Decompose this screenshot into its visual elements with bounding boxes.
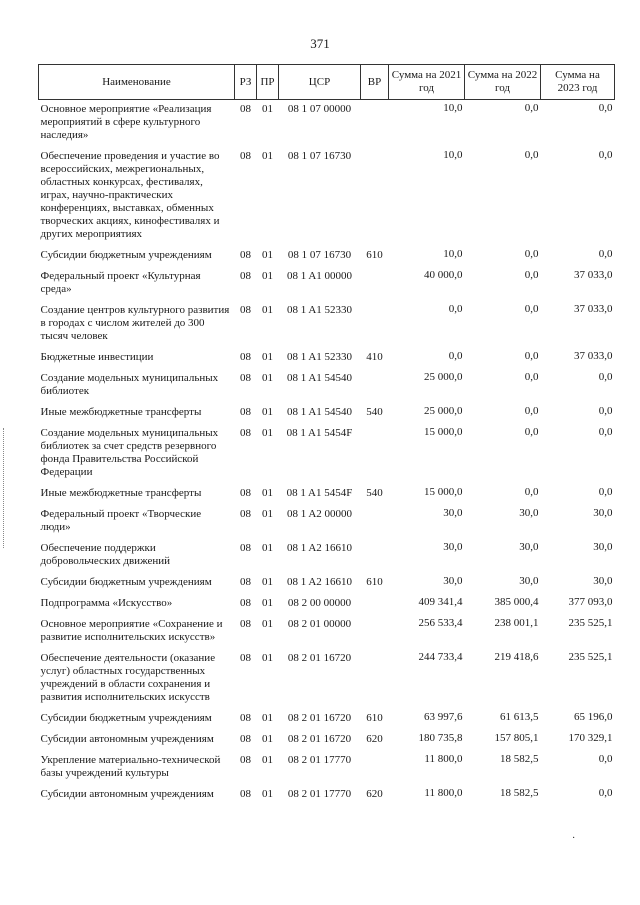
cell-pr: 01 — [262, 618, 273, 630]
cell-name: Иные межбюджетные трансферты — [40, 406, 202, 418]
cell-sum-2022: 30,0 — [519, 541, 539, 553]
cell-csr: 08 1 07 16730 — [287, 150, 352, 162]
cell-pr: 01 — [262, 103, 273, 115]
cell-name: Субсидии автономным учреждениям — [40, 733, 214, 745]
table-row — [39, 147, 615, 246]
header-name: Наименование — [39, 65, 235, 100]
cell-rz: 08 — [240, 652, 251, 664]
cell-sum-2022: 18 582,5 — [500, 753, 539, 765]
cell-rz: 08 — [240, 406, 251, 418]
cell-name: Основное мероприятие «Сохранение и развитие исполнительских искусств» — [40, 618, 223, 643]
cell-rz: 08 — [240, 351, 251, 363]
cell-sum-2023: 235 525,1 — [568, 617, 613, 629]
cell-rz: 08 — [240, 249, 251, 261]
cell-vr: 540 — [366, 406, 383, 418]
table-row — [39, 649, 615, 709]
cell-vr: 540 — [366, 487, 383, 499]
cell-sum-2022: 0,0 — [524, 149, 539, 161]
cell-sum-2023: 0,0 — [598, 371, 613, 383]
cell-csr: 08 1 A1 5454F — [286, 427, 353, 439]
cell-sum-2022: 0,0 — [524, 269, 539, 281]
cell-sum-2022: 0,0 — [524, 405, 539, 417]
table-row — [39, 539, 615, 573]
table-row — [39, 751, 615, 785]
cell-vr: 610 — [366, 576, 383, 588]
cell-pr: 01 — [262, 427, 273, 439]
cell-name: Бюджетные инвестиции — [40, 351, 154, 363]
cell-sum-2021: 15 000,0 — [424, 486, 463, 498]
cell-name: Субсидии автономным учреждениям — [40, 788, 214, 800]
cell-name: Обеспечение проведения и участие во всероссийских, межрегиональных, областных конкурсах, фестивалях, играх, научно-практических конференциях, выставках, обменных творческих акциях, кинофестивалях и других мероприятиях — [40, 150, 220, 240]
cell-sum-2021: 30,0 — [443, 507, 463, 519]
cell-sum-2021: 10,0 — [443, 149, 463, 161]
cell-sum-2023: 65 196,0 — [574, 711, 613, 723]
binding-edge — [3, 428, 5, 548]
cell-sum-2022: 0,0 — [524, 102, 539, 114]
cell-sum-2021: 11 800,0 — [424, 787, 463, 799]
cell-pr: 01 — [262, 150, 273, 162]
table-row — [39, 709, 615, 730]
cell-sum-2023: 30,0 — [593, 541, 613, 553]
cell-vr — [361, 505, 389, 539]
header-sum-2021: Сумма на 2021 год — [389, 65, 465, 100]
cell-sum-2022: 385 000,4 — [494, 596, 539, 608]
cell-sum-2023: 37 033,0 — [574, 350, 613, 362]
cell-rz: 08 — [240, 712, 251, 724]
cell-csr: 08 1 07 16730 — [287, 249, 352, 261]
cell-vr: 620 — [366, 733, 383, 745]
cell-sum-2022: 30,0 — [519, 575, 539, 587]
cell-name: Укрепление материально-технической базы учреждений культуры — [40, 754, 221, 779]
cell-rz: 08 — [240, 103, 251, 115]
cell-csr: 08 2 01 16720 — [287, 712, 352, 724]
cell-pr: 01 — [262, 788, 273, 800]
table-row — [39, 100, 615, 148]
cell-pr: 01 — [262, 351, 273, 363]
cell-rz: 08 — [240, 150, 251, 162]
cell-rz: 08 — [240, 597, 251, 609]
cell-sum-2023: 170 329,1 — [568, 732, 613, 744]
cell-sum-2021: 40 000,0 — [424, 269, 463, 281]
cell-sum-2021: 10,0 — [443, 248, 463, 260]
table-row — [39, 615, 615, 649]
cell-vr — [361, 267, 389, 301]
cell-csr: 08 1 A1 54540 — [286, 406, 353, 418]
cell-name: Создание центров культурного развития в городах с числом жителей до 300 тысяч человек — [40, 304, 230, 342]
cell-vr: 610 — [366, 712, 383, 724]
cell-sum-2023: 0,0 — [598, 753, 613, 765]
cell-vr: 410 — [366, 351, 383, 363]
header-row — [39, 65, 615, 100]
cell-vr — [361, 301, 389, 348]
cell-name: Основное мероприятие «Реализация мероприятий в сфере культурного наследия» — [40, 103, 212, 141]
table-row — [39, 246, 615, 267]
cell-csr: 08 2 01 17770 — [287, 754, 352, 766]
cell-sum-2021: 63 997,6 — [424, 711, 463, 723]
cell-vr — [361, 147, 389, 246]
budget-table — [38, 64, 615, 806]
cell-vr: 610 — [366, 249, 383, 261]
cell-sum-2023: 37 033,0 — [574, 303, 613, 315]
cell-rz: 08 — [240, 427, 251, 439]
cell-rz: 08 — [240, 618, 251, 630]
cell-pr: 01 — [262, 487, 273, 499]
table-row — [39, 267, 615, 301]
cell-csr: 08 1 A2 16610 — [286, 576, 353, 588]
cell-pr: 01 — [262, 270, 273, 282]
cell-sum-2023: 0,0 — [598, 102, 613, 114]
cell-sum-2022: 0,0 — [524, 303, 539, 315]
cell-pr: 01 — [262, 304, 273, 316]
header-pr: ПР — [257, 65, 279, 100]
cell-rz: 08 — [240, 508, 251, 520]
cell-sum-2021: 0,0 — [448, 350, 463, 362]
cell-pr: 01 — [262, 712, 273, 724]
cell-sum-2023: 0,0 — [598, 149, 613, 161]
cell-sum-2021: 30,0 — [443, 541, 463, 553]
corner-mark: · — [572, 833, 576, 844]
cell-sum-2023: 0,0 — [598, 248, 613, 260]
cell-sum-2021: 30,0 — [443, 575, 463, 587]
cell-vr — [361, 369, 389, 403]
table-header — [39, 65, 615, 100]
cell-rz: 08 — [240, 754, 251, 766]
cell-rz: 08 — [240, 542, 251, 554]
cell-vr — [361, 615, 389, 649]
cell-csr: 08 2 01 16720 — [287, 652, 352, 664]
cell-pr: 01 — [262, 754, 273, 766]
cell-sum-2022: 157 805,1 — [494, 732, 539, 744]
cell-sum-2022: 0,0 — [524, 248, 539, 260]
cell-name: Иные межбюджетные трансферты — [40, 487, 202, 499]
table-row — [39, 301, 615, 348]
cell-csr: 08 1 A2 00000 — [286, 508, 353, 520]
cell-name: Субсидии бюджетным учреждениям — [40, 249, 212, 261]
cell-sum-2023: 0,0 — [598, 787, 613, 799]
cell-sum-2022: 219 418,6 — [494, 651, 539, 663]
cell-vr — [361, 100, 389, 148]
cell-csr: 08 1 07 00000 — [287, 103, 352, 115]
cell-name: Субсидии бюджетным учреждениям — [40, 712, 212, 724]
cell-sum-2023: 0,0 — [598, 426, 613, 438]
cell-sum-2023: 0,0 — [598, 405, 613, 417]
cell-sum-2022: 0,0 — [524, 426, 539, 438]
cell-rz: 08 — [240, 304, 251, 316]
cell-rz: 08 — [240, 733, 251, 745]
cell-vr: 620 — [366, 788, 383, 800]
cell-sum-2021: 409 341,4 — [418, 596, 463, 608]
cell-sum-2023: 377 093,0 — [568, 596, 613, 608]
cell-sum-2022: 61 613,5 — [500, 711, 539, 723]
page-number: 371 — [310, 36, 330, 51]
table-row — [39, 573, 615, 594]
header-sum-2023: Сумма на 2023 год — [541, 65, 615, 100]
cell-sum-2021: 244 733,4 — [418, 651, 463, 663]
cell-name: Федеральный проект «Творческие люди» — [40, 508, 202, 533]
cell-sum-2023: 0,0 — [598, 486, 613, 498]
cell-pr: 01 — [262, 372, 273, 384]
cell-sum-2023: 30,0 — [593, 575, 613, 587]
cell-sum-2022: 18 582,5 — [500, 787, 539, 799]
cell-rz: 08 — [240, 487, 251, 499]
cell-rz: 08 — [240, 788, 251, 800]
cell-sum-2022: 0,0 — [524, 350, 539, 362]
table-row — [39, 424, 615, 484]
cell-csr: 08 2 00 00000 — [287, 597, 352, 609]
cell-sum-2022: 30,0 — [519, 507, 539, 519]
cell-vr — [361, 594, 389, 615]
cell-csr: 08 1 A1 52330 — [286, 351, 353, 363]
cell-sum-2022: 0,0 — [524, 486, 539, 498]
cell-csr: 08 1 A1 00000 — [286, 270, 353, 282]
cell-csr: 08 1 A1 52330 — [286, 304, 353, 316]
cell-name: Подпрограмма «Искусство» — [40, 597, 173, 609]
cell-name: Обеспечение деятельности (оказание услуг) областных государственных учреждений в области сохранения и развития исполнительских искусств — [40, 652, 216, 703]
header-vr: ВР — [361, 65, 389, 100]
cell-vr — [361, 539, 389, 573]
cell-pr: 01 — [262, 542, 273, 554]
cell-sum-2022: 0,0 — [524, 371, 539, 383]
cell-sum-2021: 15 000,0 — [424, 426, 463, 438]
cell-name: Создание модельных муниципальных библиотек — [40, 372, 219, 397]
cell-name: Субсидии бюджетным учреждениям — [40, 576, 212, 588]
cell-sum-2021: 25 000,0 — [424, 405, 463, 417]
table-row — [39, 484, 615, 505]
table-row — [39, 348, 615, 369]
cell-vr — [361, 424, 389, 484]
cell-csr: 08 1 A1 5454F — [286, 487, 353, 499]
header-rz: РЗ — [235, 65, 257, 100]
cell-sum-2022: 238 001,1 — [494, 617, 539, 629]
cell-vr — [361, 649, 389, 709]
cell-sum-2021: 256 533,4 — [418, 617, 463, 629]
cell-sum-2021: 180 735,8 — [418, 732, 463, 744]
cell-csr: 08 2 01 16720 — [287, 733, 352, 745]
cell-rz: 08 — [240, 576, 251, 588]
cell-csr: 08 1 A2 16610 — [286, 542, 353, 554]
table-row — [39, 369, 615, 403]
cell-pr: 01 — [262, 406, 273, 418]
cell-csr: 08 2 01 00000 — [287, 618, 352, 630]
cell-sum-2021: 11 800,0 — [424, 753, 463, 765]
cell-pr: 01 — [262, 652, 273, 664]
cell-pr: 01 — [262, 597, 273, 609]
cell-sum-2023: 37 033,0 — [574, 269, 613, 281]
cell-sum-2021: 0,0 — [448, 303, 463, 315]
table-row — [39, 730, 615, 751]
cell-pr: 01 — [262, 508, 273, 520]
cell-name: Федеральный проект «Культурная среда» — [40, 270, 201, 295]
cell-sum-2023: 235 525,1 — [568, 651, 613, 663]
cell-csr: 08 2 01 17770 — [287, 788, 352, 800]
table-row — [39, 505, 615, 539]
cell-name: Создание модельных муниципальных библиотек за счет средств резервного фонда Правительства Российской Федерации — [40, 427, 219, 478]
cell-sum-2021: 25 000,0 — [424, 371, 463, 383]
table-body — [39, 100, 615, 807]
cell-pr: 01 — [262, 249, 273, 261]
cell-sum-2023: 30,0 — [593, 507, 613, 519]
cell-pr: 01 — [262, 576, 273, 588]
cell-sum-2021: 10,0 — [443, 102, 463, 114]
cell-name: Обеспечение поддержки добровольческих движений — [40, 542, 171, 567]
table-row — [39, 785, 615, 806]
header-sum-2022: Сумма на 2022 год — [465, 65, 541, 100]
cell-rz: 08 — [240, 372, 251, 384]
table-row — [39, 594, 615, 615]
cell-csr: 08 1 A1 54540 — [286, 372, 353, 384]
cell-pr: 01 — [262, 733, 273, 745]
table-row — [39, 403, 615, 424]
cell-rz: 08 — [240, 270, 251, 282]
cell-vr — [361, 751, 389, 785]
header-csr: ЦСР — [279, 65, 361, 100]
